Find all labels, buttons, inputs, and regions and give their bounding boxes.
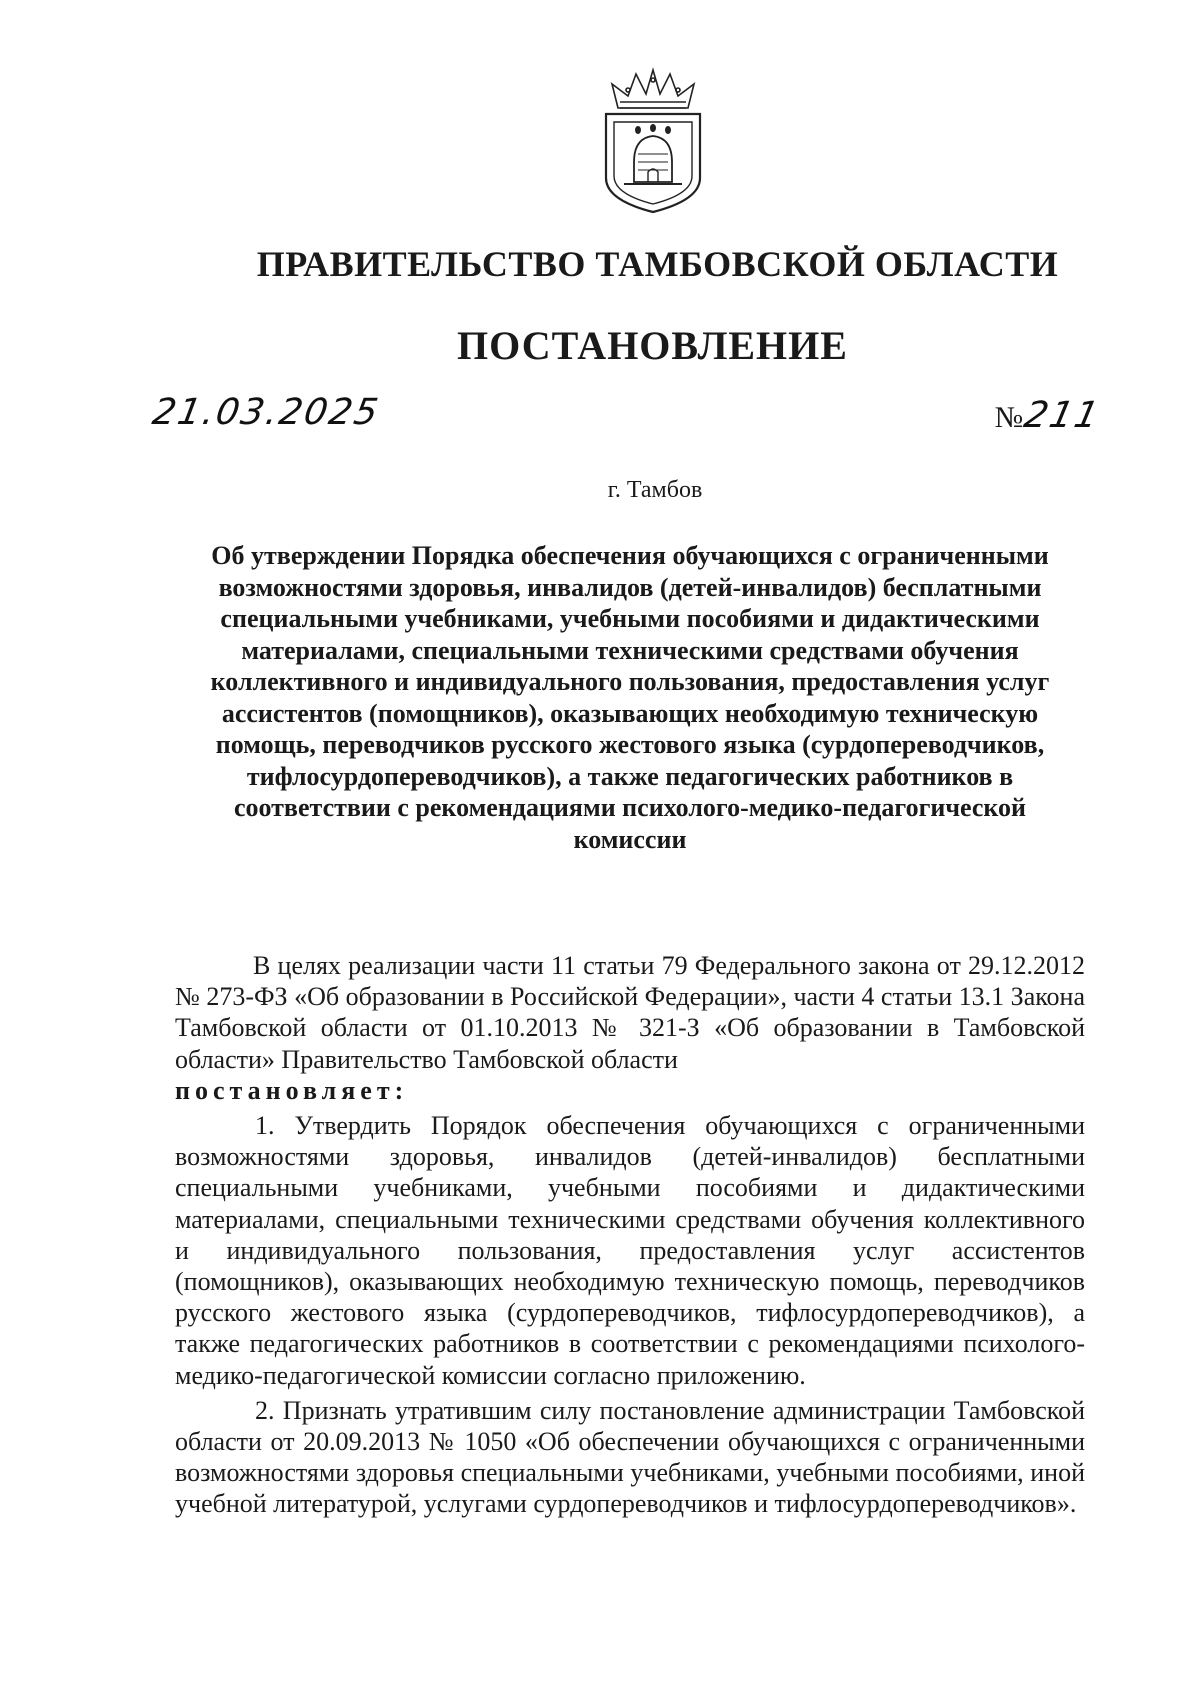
city: г. Тамбов: [607, 477, 703, 503]
item-2: 2. Признать утратившим силу постановление администрации Тамбовской области от 20.09.2013 № 1050 «Об обеспечении обучающихся с ограниченными возможностями здоровья специальными учебниками, учебными пособиями, иной учебной литературой, услугами сурдопереводчиков и тифлосурдопереводчиков».: [175, 1395, 1085, 1519]
number-prefix: №: [994, 401, 1024, 434]
item-1: 1. Утвердить Порядок обеспечения обучающихся с ограниченными возможностями здоровья, инвалидов (детей-инвалидов) бесплатными специальными учебниками, учебными пособиями и дидактическими материалами, специальными техническими средствами обучения коллективного и индивидуального пользования, предоставления услуг ассистентов (помощников), оказывающих необходимую техническую помощь, переводчиков русского жестового языка (сурдопереводчиков, тифлосурдопереводчиков), а также педагогических работников в соответствии с рекомендациями психолого-медико-педагогической комиссии согласно приложению.: [175, 1111, 1085, 1390]
resolves-text: постановляет:: [175, 1075, 409, 1105]
preamble-paragraph: [175, 950, 1085, 1075]
coat-of-arms-icon: [598, 66, 708, 216]
document-type: ПОСТАНОВЛЕНИЕ: [457, 323, 848, 368]
document-body: [175, 950, 1085, 1520]
document-date: 21.03.2025: [149, 392, 383, 433]
issuing-authority: ПРАВИТЕЛЬСТВО ТАМБОВСКОЙ ОБЛАСТИ: [256, 244, 1059, 284]
number-value: 211: [1020, 395, 1105, 436]
resolves-line: [175, 1075, 1085, 1106]
document-title: Об утверждении Порядка обеспечения обучающихся с ограниченными возможностями здоровья, инвалидов (детей-инвалидов) бесплатными специальными учебниками, учебными пособиями и дидактическими материалами, специальными техническими средствами обучения коллективного и индивидуального пользования, предоставления услуг ассистентов (помощников), оказывающих необходимую техническую помощь, переводчиков русского жестового языка (сурдопереводчиков, тифлосурдопереводчиков), а также педагогических работников в соответствии с рекомендациями психолого-медико-педагогической комиссии: [210, 541, 1050, 854]
document-number: [994, 395, 1105, 436]
preamble-text: В целях реализации части 11 статьи 79 Федерального закона от 29.12.2012 № 273-ФЗ «Об образовании в Российской Федерации», части 4 статьи 13.1 Закона Тамбовской области от 01.10.2013 № 321-З «Об образовании в Тамбовской области» Правительство Тамбовской области: [175, 951, 1085, 1074]
